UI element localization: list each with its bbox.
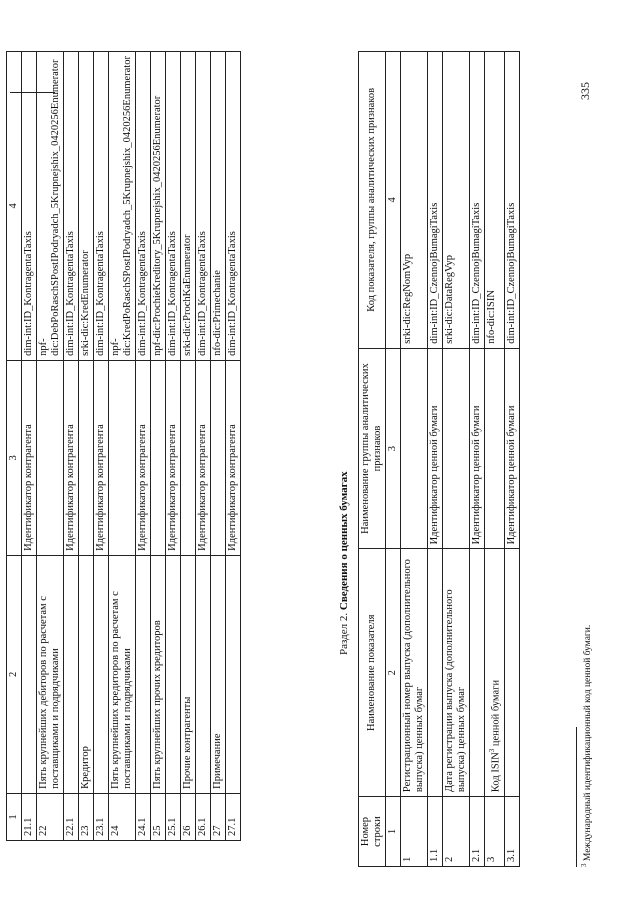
row-number: 2 — [443, 797, 470, 867]
indicator-code: nfo-dic:Primechanie — [211, 52, 226, 361]
indicator-name — [226, 555, 241, 793]
row-number: 26 — [181, 793, 196, 840]
row-number: 22.1 — [64, 793, 79, 840]
page-number: 335 — [578, 82, 592, 100]
indicator-code: npf-dic:ProchieKreditory_5Krupnejshix_0420256Enumerator — [151, 52, 166, 361]
group-name: Идентификатор ценной бумаги — [504, 348, 519, 549]
table-row — [401, 52, 428, 867]
indicator-code: dim-int:ID_KontragentaTaxis — [226, 52, 241, 361]
indicator-name — [428, 549, 443, 797]
header-row — [359, 52, 386, 867]
column-number: 2 — [7, 555, 22, 793]
row-number: 26.1 — [196, 793, 211, 840]
indicator-code: dim-int:ID_CzennojBumagiTaxis — [428, 52, 443, 349]
indicator-name — [196, 555, 211, 793]
row-number: 23 — [79, 793, 94, 840]
row-number: 21.1 — [22, 793, 37, 840]
table-row — [136, 52, 151, 841]
group-name: Идентификатор контрагента — [226, 360, 241, 555]
table-row — [226, 52, 241, 841]
indicator-code: dim-int:ID_KontragentaTaxis — [22, 52, 37, 361]
indicator-code: srki-dic:KredEnumerator — [79, 52, 94, 361]
indicator-name — [94, 555, 109, 793]
indicator-code: dim-int:ID_CzennojBumagiTaxis — [504, 52, 519, 349]
column-number: 2 — [386, 549, 401, 797]
indicator-name — [485, 549, 505, 797]
indicator-code: npf-dic:DebPoRaschSPostIPodryadch_5Krupnejshix_0420256Enumerator — [37, 52, 64, 361]
indicator-name — [504, 549, 519, 797]
indicator-name — [136, 555, 151, 793]
indicator-name: Примечание — [211, 555, 226, 793]
indicator-code: dim-int:ID_KontragentaTaxis — [196, 52, 211, 361]
name-main: Код ISIN — [490, 752, 502, 793]
indicator-code: nfo-dic:ISIN — [485, 52, 505, 349]
row-number: 3 — [485, 797, 505, 867]
table-row — [211, 52, 226, 841]
group-name — [485, 348, 505, 549]
group-name: Идентификатор контрагента — [22, 360, 37, 555]
column-header: Номер строки — [359, 797, 386, 867]
group-name — [37, 360, 64, 555]
column-number: 4 — [386, 52, 401, 349]
indicator-code: dim-int:ID_CzennojBumagiTaxis — [470, 52, 485, 349]
indicator-code: npf-dic:KredPoRaschSPostIPodryadch_5Krupnejshix_0420256Enumerator — [109, 52, 136, 361]
indicator-name — [166, 555, 181, 793]
column-number: 3 — [7, 360, 22, 555]
table-row — [166, 52, 181, 841]
name-rest: ценной бумаги — [490, 679, 502, 749]
footnote-ref: 3 — [488, 748, 496, 753]
indicator-name — [22, 555, 37, 793]
indicator-name: Пять крупнейших кредиторов по расчетам с поставщиками и подрядчиками — [109, 555, 136, 793]
indicator-name — [470, 549, 485, 797]
column-number-row — [386, 52, 401, 867]
row-number: 27 — [211, 793, 226, 840]
row-number: 23.1 — [94, 793, 109, 840]
column-header: Код показателя, группы аналитических признаков — [359, 52, 386, 349]
indicator-code: dim-int:ID_KontragentaTaxis — [136, 52, 151, 361]
group-name: Идентификатор ценной бумаги — [428, 348, 443, 549]
group-name: Идентификатор контрагента — [166, 360, 181, 555]
row-number: 2.1 — [470, 797, 485, 867]
indicator-name — [64, 555, 79, 793]
indicator-name: Дата регистрации выпуска (дополнительного выпуска) ценных бумаг — [443, 549, 470, 797]
group-name: Идентификатор контрагента — [64, 360, 79, 555]
table-row — [22, 52, 37, 841]
table-row — [181, 52, 196, 841]
indicator-code: dim-int:ID_KontragentaTaxis — [166, 52, 181, 361]
row-number: 22 — [37, 793, 64, 840]
indicator-name: Пять крупнейших дебиторов по расчетам с поставщиками и подрядчиками — [37, 555, 64, 793]
column-number: 3 — [386, 348, 401, 549]
group-name — [151, 360, 166, 555]
indicator-code: srki-dic:ProchKaEnumerator — [181, 52, 196, 361]
table-row — [64, 52, 79, 841]
column-number: 1 — [7, 793, 22, 840]
table-securities — [358, 51, 520, 867]
indicator-name: Кредитор — [79, 555, 94, 793]
table-counterparties — [6, 51, 241, 841]
table-row — [109, 52, 136, 841]
row-number: 27.1 — [226, 793, 241, 840]
group-name: Идентификатор ценной бумаги — [470, 348, 485, 549]
indicator-name: Прочие контрагенты — [181, 555, 196, 793]
indicator-code: srki-dic:DataRegVyp — [443, 52, 470, 349]
row-number: 3.1 — [504, 797, 519, 867]
group-name: Идентификатор контрагента — [94, 360, 109, 555]
row-number: 25 — [151, 793, 166, 840]
row-number: 25.1 — [166, 793, 181, 840]
table-row — [443, 52, 470, 867]
group-name — [401, 348, 428, 549]
column-header: Наименование показателя — [359, 549, 386, 797]
column-number: 1 — [386, 797, 401, 867]
indicator-code: srki-dic:RegNomVyp — [401, 52, 428, 349]
group-name — [79, 360, 94, 555]
group-name: Идентификатор контрагента — [136, 360, 151, 555]
table-row — [485, 52, 505, 867]
column-number: 4 — [7, 52, 22, 361]
indicator-name: Пять крупнейших прочих кредиторов — [151, 555, 166, 793]
row-number: 24.1 — [136, 793, 151, 840]
group-name — [211, 360, 226, 555]
table-row — [37, 52, 64, 841]
row-number: 1 — [401, 797, 428, 867]
indicator-code: dim-int:ID_KontragentaTaxis — [94, 52, 109, 361]
row-number: 1.1 — [428, 797, 443, 867]
table-row — [470, 52, 485, 867]
footnote: $^3$ Международный идентификационный код ценной бумаги. — [580, 624, 594, 867]
table-row — [94, 52, 109, 841]
footnote-rule — [576, 727, 577, 867]
row-number: 24 — [109, 793, 136, 840]
table-row — [196, 52, 211, 841]
table-row — [504, 52, 519, 867]
group-name: Идентификатор контрагента — [196, 360, 211, 555]
section-2-heading: Раздел 2. Сведения о ценных бумагах — [338, 471, 350, 655]
column-number-row — [7, 52, 22, 841]
table-row — [428, 52, 443, 867]
indicator-name: Регистрационный номер выпуска (дополнительного выпуска) ценных бумаг — [401, 549, 428, 797]
table-row — [151, 52, 166, 841]
column-header: Наименование группы аналитических признаков — [359, 348, 386, 549]
group-name — [443, 348, 470, 549]
group-name — [181, 360, 196, 555]
group-name — [109, 360, 136, 555]
table-row — [79, 52, 94, 841]
indicator-code: dim-int:ID_KontragentaTaxis — [64, 52, 79, 361]
